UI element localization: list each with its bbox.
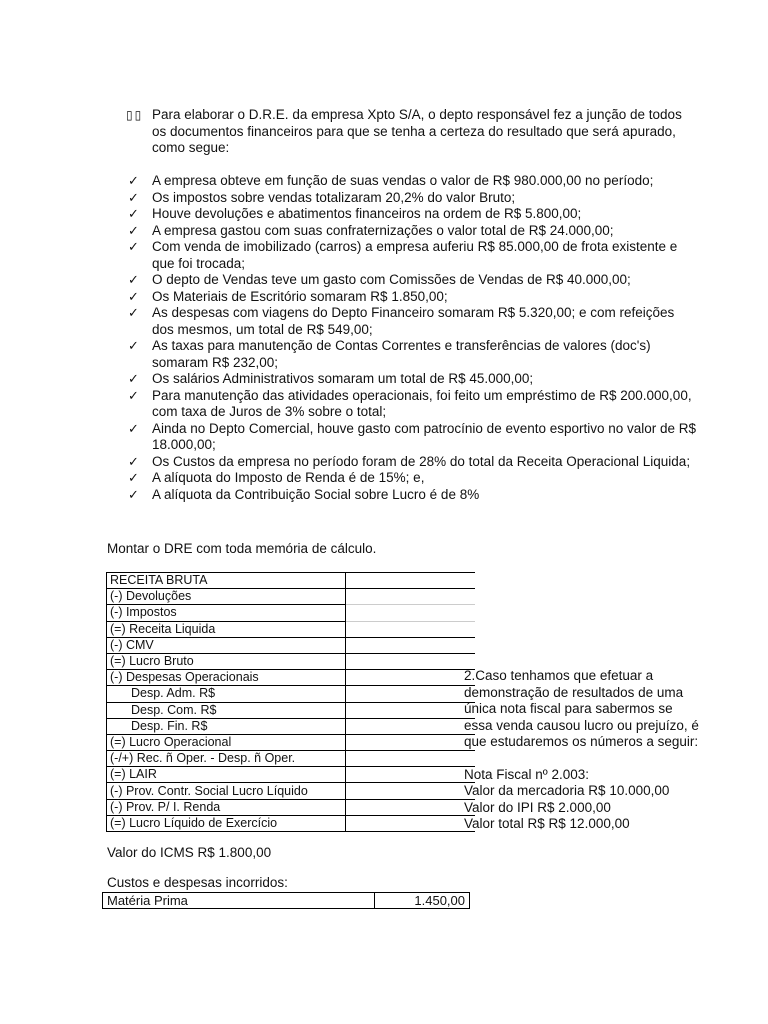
list-item: ✓ As despesas com viagens do Depto Financeiro somaram R$ 5.320,00; e com refeições dos mesmos, um total de R$ 549,00; (128, 305, 675, 337)
dre-value-cell (346, 702, 476, 718)
dre-value-cell (346, 637, 476, 653)
dre-value-cell (346, 621, 476, 637)
checkmark-icon: ✓ (128, 272, 139, 287)
checkmark-icon: ✓ (128, 189, 139, 205)
dre-label: (=) Lucro Líquido de Exercício (107, 815, 346, 831)
bullet-marker: ▯▯ (126, 108, 144, 122)
checkmark-icon: ✓ (128, 222, 139, 238)
list-item: ✓ Para manutenção das atividades operacionais, foi feito um empréstimo de R$ 200.000,00, com taxa de Juros de 3% sobre o total; (128, 387, 692, 419)
checkmark-icon: ✓ (128, 387, 139, 403)
dre-label: (-) Impostos (107, 605, 346, 621)
dre-value-cell (346, 751, 476, 767)
table-row (107, 653, 476, 669)
dre-label: (-) CMV (107, 637, 346, 653)
dre-value-cell (346, 589, 476, 605)
list-item: ✓ Os impostos sobre vendas totalizaram 20,2% do valor Bruto; (128, 189, 516, 205)
dre-value-cell (346, 767, 476, 783)
question-2 (464, 668, 704, 833)
dre-label: (=) Receita Liquida (107, 621, 346, 637)
valor-ipi: Valor do IPI R$ 2.000,00 (464, 799, 611, 815)
icms-value: Valor do ICMS R$ 1.800,00 (107, 845, 272, 860)
list-item: ✓ O depto de Vendas teve um gasto com Comissões de Vendas de R$ 40.000,00; (128, 272, 631, 287)
dre-label: (=) Lucro Operacional (107, 734, 346, 750)
intro-text: Para elaborar o D.R.E. da empresa Xpto S/A, o depto responsável fez a junção de todos os documentos financeiros para que se tenha a certeza do resultado que será apurado, como segue: (152, 107, 682, 155)
dre-value-cell (346, 799, 476, 815)
table-row (107, 783, 476, 799)
table-row (107, 686, 476, 702)
list-item: ✓ Os salários Administrativos somaram um total de R$ 45.000,00; (128, 371, 534, 386)
list-item: ✓ A alíquota do Imposto de Renda é de 15%; e, (128, 470, 425, 485)
list-item: ✓ As taxas para manutenção de Contas Correntes e transferências de valores (doc's) somaram R$ 232,00; (128, 338, 651, 370)
list-item: ✓ A alíquota da Contribuição Social sobre Lucro é de 8% (128, 486, 480, 502)
checkmark-icon: ✓ (128, 173, 139, 188)
list-item: ✓ Ainda no Depto Comercial, houve gasto com patrocínio de evento esportivo no valor de R$ 18.000,00; (128, 420, 697, 452)
dre-value-cell (346, 605, 476, 621)
dre-value-cell (346, 686, 476, 702)
table-row (107, 734, 476, 750)
list-item: ✓ Com venda de imobilizado (carros) a empresa auferiu R$ 85.000,00 de frota existente e que foi trocada; (128, 239, 678, 271)
checklist (128, 173, 698, 503)
checkmark-icon: ✓ (128, 420, 139, 436)
table-row (107, 718, 476, 734)
dre-value-cell (346, 734, 476, 750)
table-row (107, 573, 476, 589)
dre-value-cell (346, 783, 476, 799)
checkmark-icon: ✓ (128, 486, 139, 502)
list-item: ✓ A empresa gastou com suas confraternizações o valor total de R$ 24.000,00; (128, 222, 614, 238)
checkmark-icon: ✓ (128, 206, 139, 221)
dre-label: Desp. Adm. R$ (107, 686, 346, 702)
dre-label: (-) Devoluções (107, 589, 346, 605)
checkmark-icon: ✓ (128, 371, 139, 386)
checkmark-icon: ✓ (128, 470, 139, 485)
table-row (107, 621, 476, 637)
table-row (107, 670, 476, 686)
table-row (107, 589, 476, 605)
table-row (107, 637, 476, 653)
dre-label: (-) Prov. Contr. Social Lucro Líquido (107, 783, 346, 799)
checkmark-icon: ✓ (128, 288, 139, 304)
checkmark-icon: ✓ (128, 453, 139, 469)
instruction-text: Montar o DRE com toda memória de cálculo. (107, 541, 377, 556)
checkmark-icon: ✓ (128, 305, 139, 320)
dre-label: (-) Despesas Operacionais (107, 670, 346, 686)
dre-table (106, 572, 475, 832)
dre-value-cell (346, 573, 476, 589)
custos-table (102, 892, 470, 909)
valor-total: Valor total R$ R$ 12.000,00 (464, 816, 630, 831)
table-row (107, 702, 476, 718)
question-2-text: 2.Caso tenhamos que efetuar a demonstração de resultados de uma única nota fiscal para sabermos se essa venda causou lucro ou prejuízo, é que estudaremos os números a seguir: (464, 668, 699, 749)
dre-value-cell (346, 718, 476, 734)
dre-label: RECEITA BRUTA (107, 573, 346, 589)
dre-label: (=) LAIR (107, 767, 346, 783)
table-row (107, 605, 476, 621)
list-item: ✓ Os Custos da empresa no período foram de 28% do total da Receita Operacional Liquida; (128, 453, 691, 469)
custos-title: Custos e despesas incorridos: (107, 875, 288, 890)
table-row (107, 767, 476, 783)
valor-mercadoria: Valor da mercadoria R$ 10.000,00 (464, 783, 670, 798)
dre-value-cell (346, 815, 476, 831)
checkmark-icon: ✓ (128, 338, 139, 353)
checkmark-icon: ✓ (128, 239, 139, 254)
dre-label: (-/+) Rec. ñ Oper. - Desp. ñ Oper. (107, 751, 346, 767)
table-row (107, 815, 476, 831)
custo-item: Matéria Prima (103, 893, 375, 909)
table-row (107, 799, 476, 815)
intro-paragraph (126, 107, 696, 157)
nota-fiscal-number: Nota Fiscal nº 2.003: (464, 766, 589, 782)
table-row (107, 751, 476, 767)
dre-label: (-) Prov. P/ I. Renda (107, 799, 346, 815)
list-item: ✓ A empresa obteve em função de suas vendas o valor de R$ 980.000,00 no período; (128, 173, 654, 188)
dre-value-cell (346, 670, 476, 686)
dre-value-cell (346, 653, 476, 669)
dre-label: Desp. Com. R$ (107, 702, 346, 718)
dre-label: Desp. Fin. R$ (107, 718, 346, 734)
dre-label: (=) Lucro Bruto (107, 653, 346, 669)
list-item: ✓ Houve devoluções e abatimentos financeiros na ordem de R$ 5.800,00; (128, 206, 582, 221)
list-item: ✓ Os Materiais de Escritório somaram R$ 1.850,00; (128, 288, 448, 304)
custo-valor: 1.450,00 (375, 893, 470, 909)
table-row (103, 893, 470, 909)
